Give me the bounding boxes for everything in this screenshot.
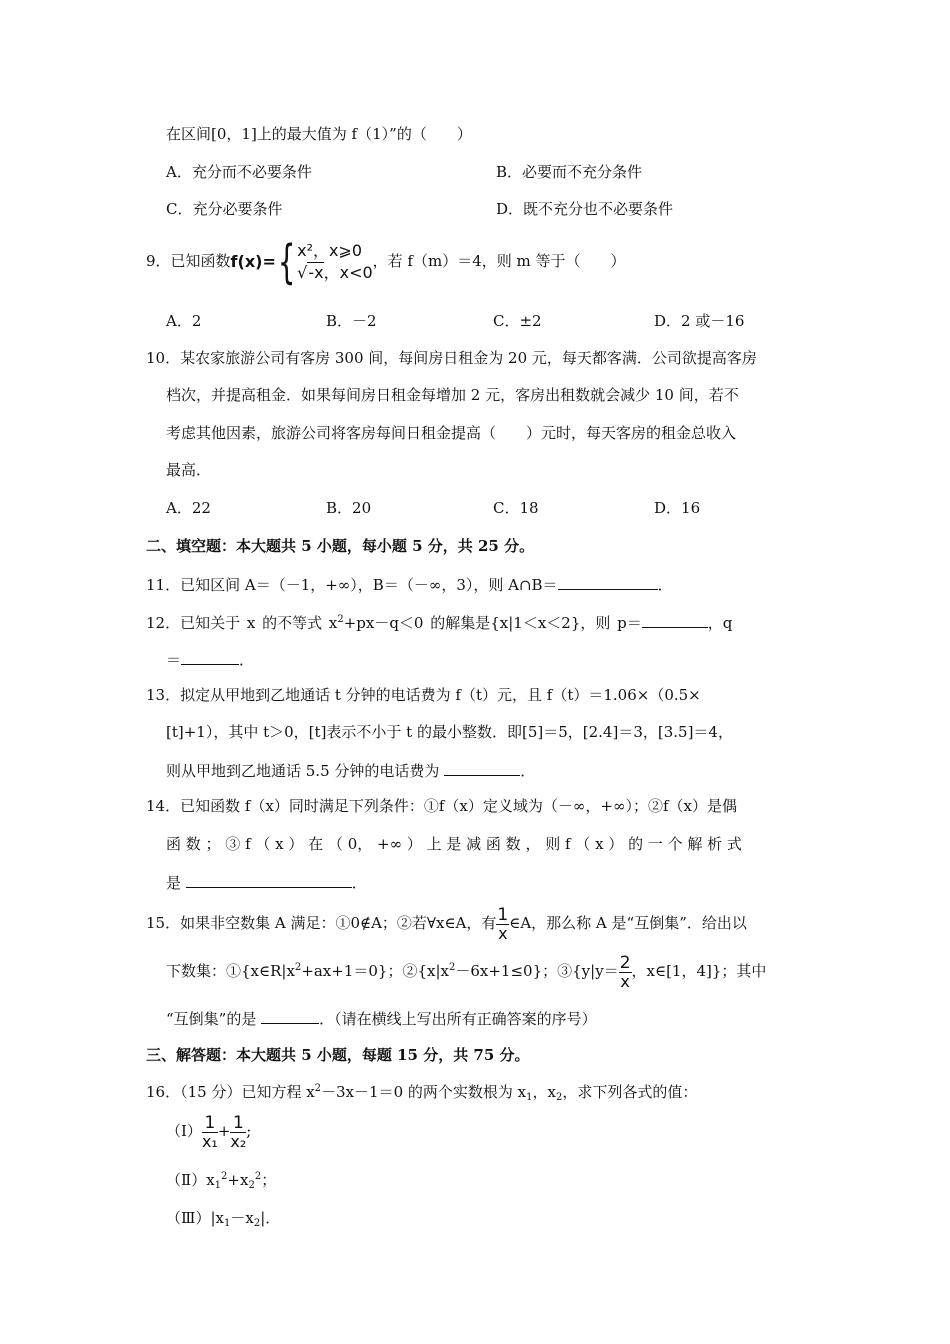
q10-line-1: 10．某农家旅游公司有客房 300 间，每间房日租金为 20 元，每天都客满．公司欲提高客房	[146, 349, 757, 367]
brace-icon: {	[277, 235, 296, 290]
q16-part-3	[166, 1208, 280, 1228]
q11-text: 11．已知区间 A＝（－1，+∞），B＝（－∞，3），则 A∩B＝	[146, 576, 558, 594]
q9-option-b: B．－2	[326, 312, 377, 330]
q16-part-1-label: （Ⅰ）	[166, 1122, 202, 1140]
q14-end: ．	[351, 874, 367, 892]
q10-option-a: A．22	[166, 499, 211, 517]
q10-option-d: D．16	[654, 499, 701, 517]
q8-option-a: A．充分而不必要条件	[166, 163, 312, 181]
q10-option-c: C．18	[493, 499, 539, 517]
q15-frac2-num: 2	[619, 952, 631, 973]
q13-text: 则从甲地到乙地通话 5.5 分钟的电话费为	[166, 762, 440, 780]
q16-p2-sub1: 1	[214, 1180, 222, 1191]
q9-option-c: C．±2	[493, 312, 542, 330]
q9-case-1: x²，x⩾0	[297, 241, 363, 261]
q16-plus: +	[217, 1122, 231, 1140]
q16-p3-text-b: －x	[230, 1209, 254, 1227]
section-3-heading: 三、解答题：本大题共 5 小题，每题 15 分，共 75 分。	[146, 1046, 530, 1064]
q15-answer-blank[interactable]	[261, 1007, 319, 1024]
q15-frac1-num: 1	[497, 904, 509, 925]
q12-q-blank[interactable]	[181, 648, 239, 665]
q12-line-1	[146, 611, 732, 633]
q8-continuation: 在区间[0，1]上的最大值为 f（1）”的（ ）	[166, 125, 472, 143]
q14-line-3	[166, 871, 367, 893]
q16-frac1-den: x₁	[201, 1131, 218, 1151]
q16-p3-end: |．	[260, 1209, 281, 1227]
q8-option-c: C．充分必要条件	[166, 200, 283, 218]
q12-text-c: ，q	[707, 614, 733, 632]
section-2-heading: 二、填空题：本大题共 5 小题，每小题 5 分，共 25 分。	[146, 537, 535, 555]
q12-text-a: 12．已知关于 x 的不等式 x	[146, 614, 338, 632]
q16-frac1-num: 1	[202, 1114, 218, 1133]
q12-text-d: ＝	[166, 651, 182, 669]
q15-text-2a: 下数集：①{x∈R|x	[166, 962, 295, 980]
q15-fraction-2	[619, 954, 632, 991]
q16-sub1: 1	[526, 1092, 533, 1103]
q9-option-a: A．2	[166, 312, 202, 330]
q15-line-1	[146, 900, 747, 946]
q15-sup1: 2	[294, 962, 302, 973]
q10-line-2: 档次，并提高租金．如果每间房日租金每增加 2 元，客房出租数就会减少 10 间，若不	[166, 386, 739, 404]
q10-option-b: B．20	[326, 499, 372, 517]
q16-sup: 2	[314, 1083, 322, 1094]
q15-text-2b: +ax+1＝0}；②{x|x	[301, 962, 449, 980]
q11	[146, 573, 673, 595]
q15-line-2	[166, 948, 766, 994]
q16-part-1	[166, 1108, 251, 1154]
q16-sub2: 2	[555, 1092, 563, 1103]
q8-option-b: B．必要而不充分条件	[496, 163, 643, 181]
q16-part-3-label: （Ⅲ）|x	[166, 1209, 224, 1227]
q11-answer-blank[interactable]	[558, 573, 658, 590]
q16-p2-sub2: 2	[248, 1180, 255, 1191]
q15-text-2d: ，x∈[1，4]}；其中	[631, 962, 767, 980]
q15-text-3b: ．（请在横线上写出所有正确答案的序号）	[319, 1010, 597, 1028]
q8-option-d: D．既不充分也不必要条件	[496, 200, 674, 218]
q15-frac1-den: x	[498, 923, 508, 943]
q15-text-3a: “互倒集”的是	[166, 1010, 257, 1028]
q13-line-1: 13．拟定从甲地到乙地通话 t 分钟的电话费为 f（t）元，且 f（t）＝1.06×（0.5×	[146, 686, 701, 704]
q9-tail: ，若 f（m）＝4，则 m 等于（ ）	[372, 252, 626, 270]
q16-fraction-1	[202, 1114, 218, 1151]
q13-line-3	[166, 759, 535, 781]
q16-frac2-den: x₂	[230, 1131, 247, 1151]
q16-frac2-num: 1	[230, 1114, 246, 1133]
q12-text-b: +px－q＜0 的解集是{x|1＜x＜2}，则 p＝	[343, 614, 642, 632]
q11-end: ．	[657, 576, 673, 594]
q12-text-e: ．	[239, 651, 255, 669]
q16-text-a: 16．（15 分）已知方程 x	[146, 1083, 315, 1101]
q14-line-2: 函 数 ； ③ f （ x ） 在 （ 0， +∞ ） 上 是 减 函 数 ， 则 f （ x ） 的 一 个 解 析 式	[166, 835, 742, 853]
q16-part-2-label: （Ⅱ）x	[166, 1171, 215, 1189]
q9-stem	[146, 235, 626, 290]
q12-p-blank[interactable]	[642, 611, 708, 628]
q13-end: ．	[520, 762, 536, 780]
q12-line-2	[166, 648, 254, 670]
q14-text: 是	[166, 874, 182, 892]
q16-p3-sub1: 1	[223, 1218, 231, 1229]
q15-text-b: ∈A，那么称 A 是“互倒集”．给出以	[509, 914, 747, 932]
q15-sup2: 2	[448, 962, 456, 973]
q16-p2-sup1: 2	[221, 1171, 228, 1182]
q13-line-2: [t]+1），其中 t＞0，[t]表示不小于 t 的最小整数．即[5]＝5，[2.4]＝3，[3.5]＝4，	[166, 723, 733, 741]
q9-case-2-condition: ，x<0	[323, 263, 373, 283]
q9-piecewise-function	[230, 235, 373, 290]
q15-line-3	[166, 1007, 597, 1029]
q9-option-d: D．2 或－16	[654, 312, 745, 330]
q14-answer-blank[interactable]	[186, 871, 352, 888]
q15-frac2-den: x	[620, 971, 630, 991]
q16-p2-sup2: 2	[254, 1171, 262, 1182]
q16-p3-sub2: 2	[253, 1218, 261, 1229]
q9-case-2-radicand: -x	[308, 263, 324, 283]
q16-p2-text-b: +x	[227, 1171, 249, 1189]
q9-number: 9．已知函数	[146, 252, 231, 270]
q16-p2-end: ；	[261, 1171, 277, 1189]
q9-fx: f(x)=	[230, 251, 276, 271]
q15-fraction-1	[496, 906, 509, 943]
q15-text-2c: －6x+1≤0}；③{y|y＝	[455, 962, 619, 980]
q12-sup: 2	[337, 614, 344, 625]
q14-line-1: 14．已知函数 f（x）同时满足下列条件：①f（x）定义域为（－∞，+∞）；②f（x）是偶	[146, 797, 737, 815]
q16-text-d: ，求下列各式的值：	[562, 1083, 698, 1101]
q16-text-c: ，x	[532, 1083, 556, 1101]
q16-part-2	[166, 1170, 276, 1190]
q15-text-a: 15．如果非空数集 A 满足：①0∉A；②若∀x∈A，有	[146, 914, 497, 932]
q10-line-4: 最高．	[166, 461, 212, 479]
q16-stem	[146, 1082, 697, 1102]
q13-answer-blank[interactable]	[444, 759, 520, 776]
sqrt-icon: √	[297, 263, 308, 283]
q16-part-1-end: ;	[246, 1122, 252, 1140]
q10-line-3: 考虑其他因素，旅游公司将客房每间日租金提高（ ）元时，每天客房的租金总收入	[166, 424, 737, 442]
q16-fraction-2	[230, 1114, 246, 1151]
q16-text-b: －3x－1＝0 的两个实数根为 x	[321, 1083, 527, 1101]
